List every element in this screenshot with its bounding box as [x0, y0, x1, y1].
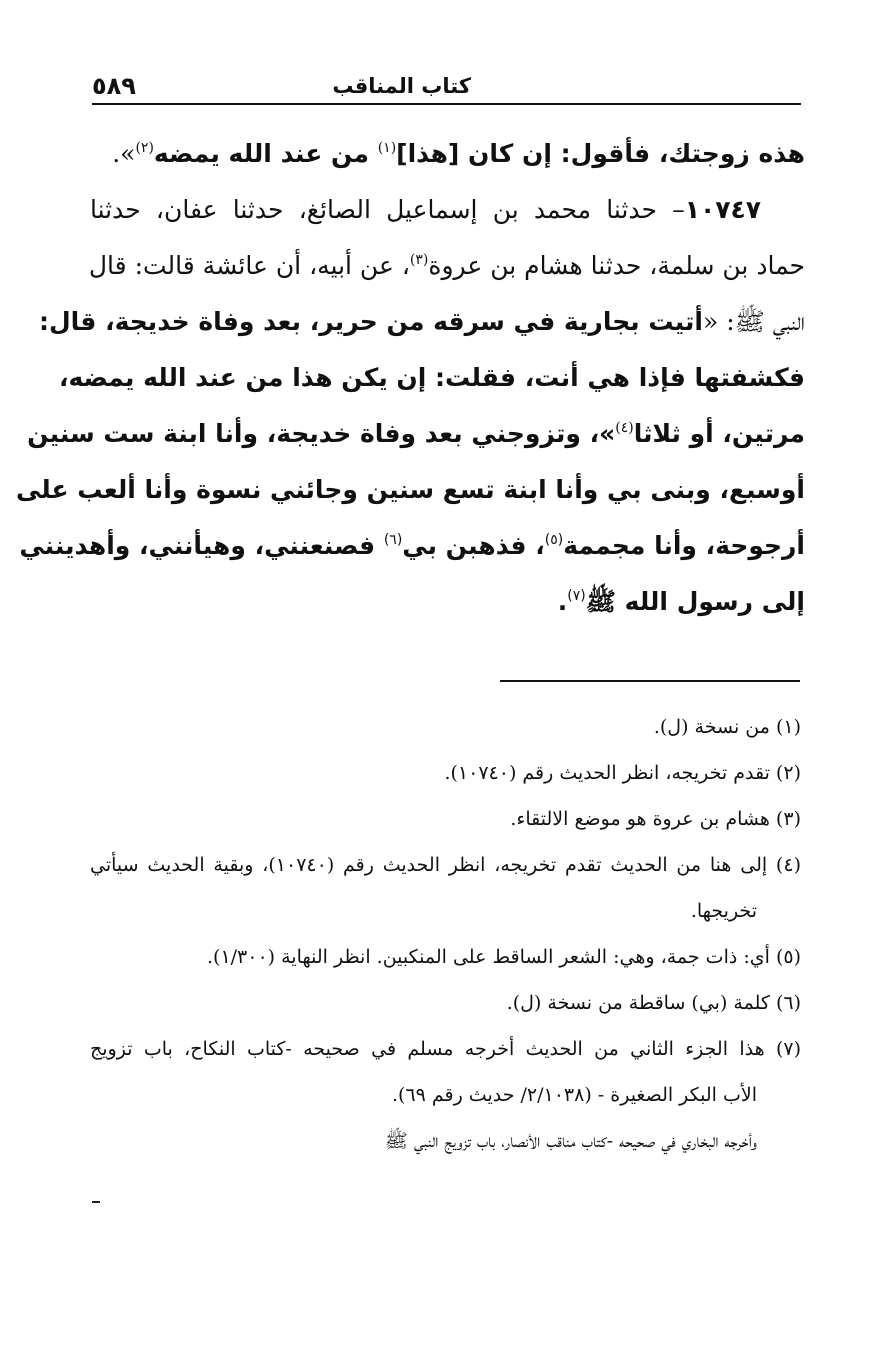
footnote-ref-3[interactable]: (٣) [409, 252, 429, 268]
footnote-4: (٤) إلى هنا من الحديث تقدم تخريجه، انظر الحديث رقم (١٠٧٤٠)، وبقية الحديث سيأتي [90, 854, 801, 876]
text-line-7: أوسبع، وبنى بي وأنا ابنة تسع سنين وجائني نسوة وأنا ألعب على [15, 475, 805, 504]
text-line-3: حماد بن سلمة، حدثنا هشام بن عروة$^{(٣)}$، عن أبيه، أن عائشة قالت: قال [88, 251, 805, 280]
footnote-ref-4[interactable]: (٤) [615, 420, 634, 436]
footnote-separator [500, 680, 800, 682]
header-rule [92, 103, 801, 105]
footnote-ref-1[interactable]: (١) [377, 140, 397, 156]
footnote-ref-7[interactable]: (٧) [567, 588, 586, 604]
text-line-4: النبي ﷺ: «أتيت بجارية في سرقه من حرير، بعد وفاة خديجة، قال: [38, 307, 805, 336]
footnotes [90, 704, 801, 1164]
footnote-2: (٢) تقدم تخريجه، انظر الحديث رقم (١٠٧٤٠). [444, 762, 801, 784]
hadith-number: ١٠٧٤٧ [684, 195, 761, 224]
footnote-7-continued: الأب البكر الصغيرة - (٢/١٠٣٨/ حديث رقم ٦٩). [391, 1084, 757, 1106]
text-line-6: مرتين، أو ثلاثا$^{(٤)}$»، وتزوجني بعد وفاة خديجة، وأنا ابنة ست سنين [27, 419, 805, 448]
text-line-1: هذه زوجتك، فأقول: إن كان [هذا]$^{(١)}$ من عند الله يمضه$^{(٢)}$». [112, 139, 805, 168]
footnote-3: (٣) هشام بن عروة هو موضع الالتقاء. [510, 808, 801, 830]
footnote-ref-6[interactable]: (٦) [383, 532, 403, 548]
bottom-dash [92, 1201, 100, 1203]
text-line-9: إلى رسول الله ﷺ$^{(٧)}$. [557, 587, 805, 616]
footnote-ref-5[interactable]: (٥) [544, 532, 564, 548]
footnote-ref-2[interactable]: (٢) [135, 140, 154, 156]
page-number: ٥٨٩ [92, 72, 136, 100]
footnote-5: (٥) أي: ذات جمة، وهي: الشعر الساقط على المنكبين. انظر النهاية (١/٣٠٠). [206, 946, 801, 968]
footnote-7-bukhari: وأخرجه البخاري في صحيحه -كتاب مناقب الأنصار، باب تزويج النبي ﷺ [384, 1130, 757, 1152]
text-line-2: ١٠٧٤٧– حدثنا محمد بن إسماعيل الصائغ، حدثنا عفان، حدثنا [90, 195, 761, 224]
running-header [92, 72, 801, 104]
text-line-5: فكشفتها فإذا هي أنت، فقلت: إن يكن هذا من عند الله يمضه، [58, 363, 805, 392]
text-line-8: أرجوحة، وأنا مجممة$^{(٥)}$، فذهبن بي$^{(٦)}$ فصنعنني، وهيأنني، وأهدينني [19, 531, 805, 560]
footnote-7: (٧) هذا الجزء الثاني من الحديث أخرجه مسلم في صحيحه -كتاب النكاح، باب تزويج [90, 1038, 801, 1060]
footnote-1: (١) من نسخة (ل). [653, 716, 801, 738]
book-title: كتاب المناقب [332, 74, 471, 98]
footnote-4-continued: تخريجها. [690, 900, 757, 922]
footnote-6: (٦) كلمة (بي) ساقطة من نسخة (ل). [506, 992, 801, 1014]
main-text [15, 126, 805, 630]
